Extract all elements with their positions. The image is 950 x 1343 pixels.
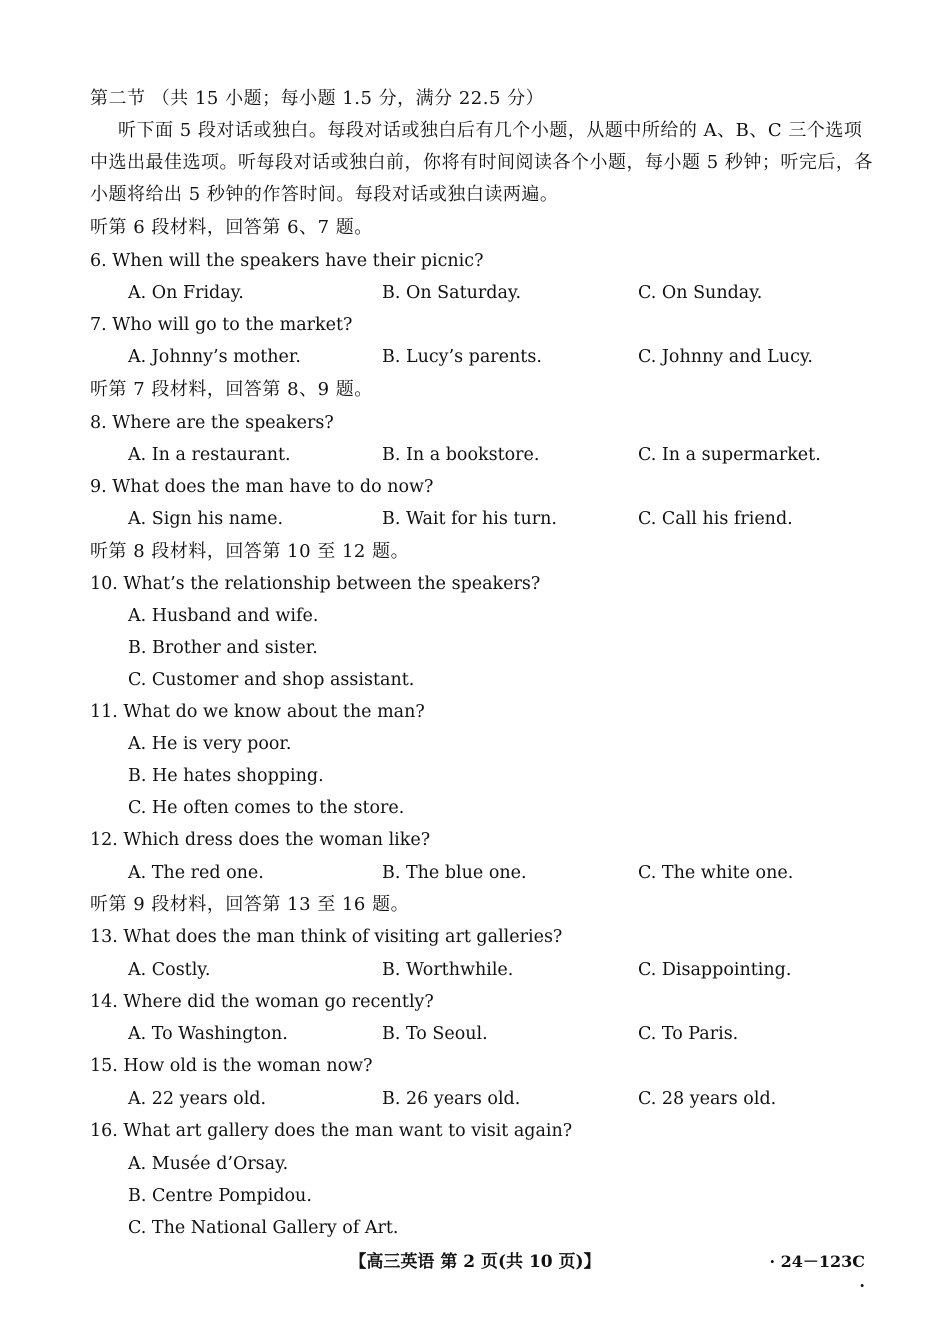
question-9-option-c: C. Call his friend. (638, 509, 793, 529)
question-13-option-a: A. Costly. (128, 960, 211, 980)
question-9-option-b: B. Wait for his turn. (382, 509, 557, 529)
question-15-option-a: A. 22 years old. (128, 1089, 267, 1109)
question-16-option-a: A. Musée d’Orsay. (128, 1154, 289, 1174)
page-footer: 【高三英语 第 2 页(共 10 页)】 (349, 1252, 601, 1272)
question-10-stem: 10. What’s the relationship between the speakers? (90, 574, 541, 594)
question-14-option-c: C. To Paris. (638, 1024, 739, 1044)
section-title: 第二节 （共 15 小题；每小题 1.5 分，满分 22.5 分） (90, 88, 545, 109)
question-14-option-a: A. To Washington. (128, 1024, 288, 1044)
question-9-option-a: A. Sign his name. (128, 509, 284, 529)
question-8-stem: 8. Where are the speakers? (90, 413, 334, 433)
question-11-option-c: C. He often comes to the store. (128, 798, 405, 818)
question-16-option-c: C. The National Gallery of Art. (128, 1218, 399, 1238)
question-10-option-b: B. Brother and sister. (128, 638, 318, 658)
question-12-option-c: C. The white one. (638, 863, 794, 883)
question-12-option-a: A. The red one. (128, 863, 264, 883)
instruction-line-3: 小题将给出 5 秒钟的作答时间。每段对话或独白读两遍。 (90, 184, 559, 205)
question-7-option-c: C. Johnny and Lucy. (638, 347, 813, 367)
question-9-stem: 9. What does the man have to do now? (90, 477, 434, 497)
question-6-option-a: A. On Friday. (128, 283, 244, 303)
question-8-option-a: A. In a restaurant. (128, 445, 291, 465)
question-12-stem: 12. Which dress does the woman like? (90, 830, 431, 850)
group-heading-8: 听第 8 段材料，回答第 10 至 12 题。 (90, 541, 410, 562)
question-15-stem: 15. How old is the woman now? (90, 1056, 373, 1076)
question-11-option-a: A. He is very poor. (128, 734, 292, 754)
question-10-option-a: A. Husband and wife. (128, 606, 319, 626)
group-heading-6: 听第 6 段材料，回答第 6、7 题。 (90, 217, 373, 238)
question-16-option-b: B. Centre Pompidou. (128, 1186, 312, 1206)
instruction-line-1: 听下面 5 段对话或独白。每段对话或独白后有几个小题，从题中所给的 A、B、C 三个选项 (118, 120, 863, 141)
exam-code: · 24－123C · (769, 1252, 865, 1295)
question-13-option-b: B. Worthwhile. (382, 960, 514, 980)
question-12-option-b: B. The blue one. (382, 863, 527, 883)
question-13-option-c: C. Disappointing. (638, 960, 792, 980)
question-8-option-c: C. In a supermarket. (638, 445, 821, 465)
question-15-option-b: B. 26 years old. (382, 1089, 521, 1109)
instruction-line-2: 中选出最佳选项。听每段对话或独白前，你将有时间阅读各个小题，每小题 5 秒钟；听完后，各 (90, 152, 873, 173)
question-11-option-b: B. He hates shopping. (128, 766, 324, 786)
group-heading-9: 听第 9 段材料，回答第 13 至 16 题。 (90, 894, 410, 915)
question-6-option-b: B. On Saturday. (382, 283, 522, 303)
question-7-option-b: B. Lucy’s parents. (382, 347, 542, 367)
question-7-option-a: A. Johnny’s mother. (128, 347, 301, 367)
question-13-stem: 13. What does the man think of visiting art galleries? (90, 927, 563, 947)
question-14-stem: 14. Where did the woman go recently? (90, 992, 434, 1012)
question-7-stem: 7. Who will go to the market? (90, 315, 353, 335)
group-heading-7: 听第 7 段材料，回答第 8、9 题。 (90, 379, 373, 400)
question-11-stem: 11. What do we know about the man? (90, 702, 425, 722)
question-14-option-b: B. To Seoul. (382, 1024, 488, 1044)
question-15-option-c: C. 28 years old. (638, 1089, 777, 1109)
question-16-stem: 16. What art gallery does the man want to visit again? (90, 1121, 573, 1141)
question-6-option-c: C. On Sunday. (638, 283, 763, 303)
question-6-stem: 6. When will the speakers have their picnic? (90, 251, 484, 271)
question-8-option-b: B. In a bookstore. (382, 445, 540, 465)
question-10-option-c: C. Customer and shop assistant. (128, 670, 415, 690)
